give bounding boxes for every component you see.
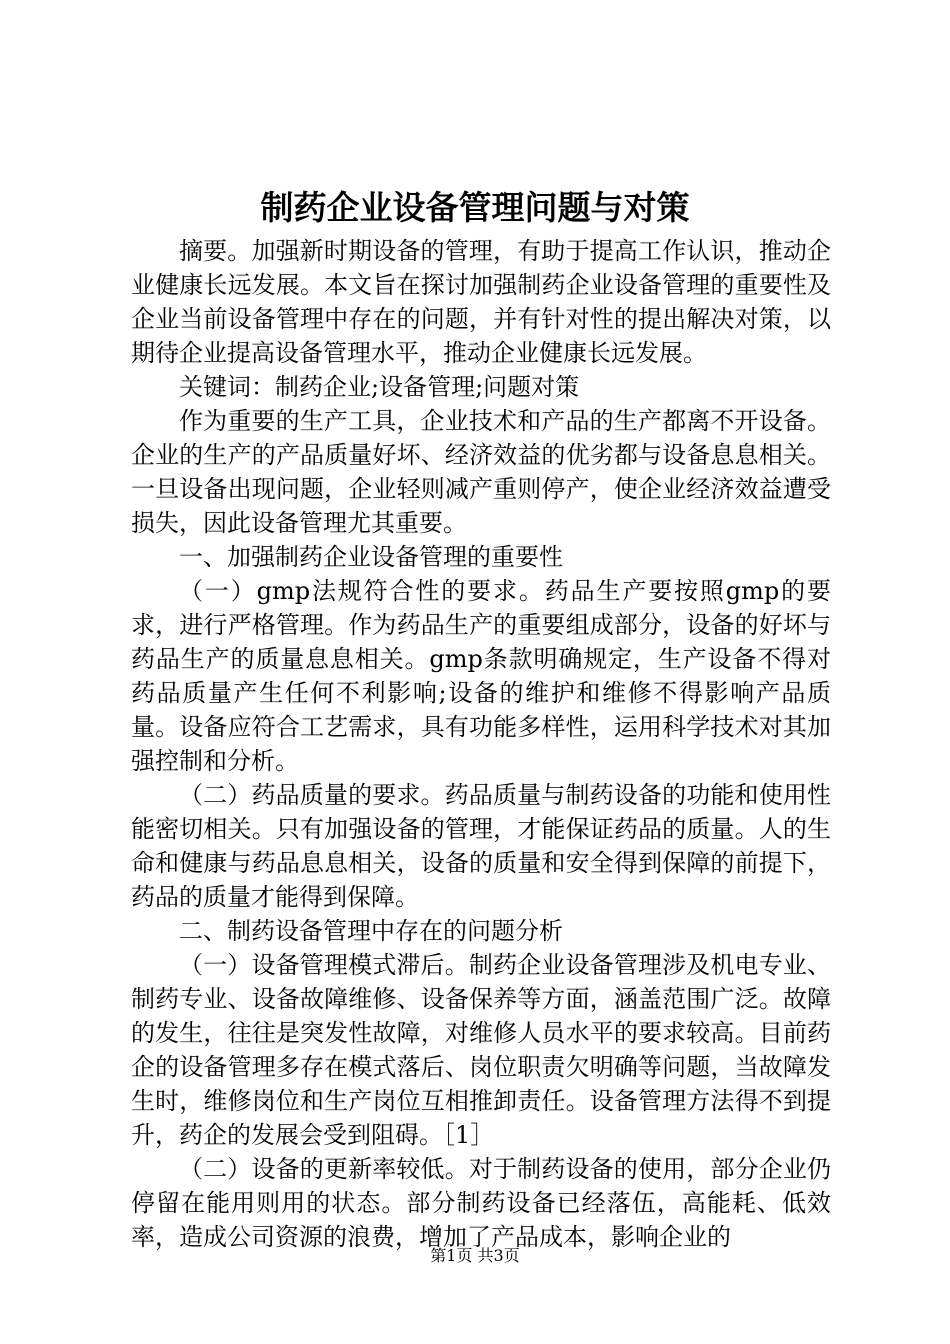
section-1-item-1: （一）gmp法规符合性的要求。药品生产要按照gmp的要求，进行严格管理。作为药品生产的重要组成部分，设备的好坏与药品生产的质量息息相关。gmp条款明确规定，生产设备不得对药品质量产生任何不利影响;设备的维护和维修不得影响产品质量。设备应符合工艺需求，具有功能多样性，运用科学技术对其加强控制和分析。 (131, 577, 831, 775)
section-2-item-2: （二）设备的更新率较低。对于制药设备的使用，部分企业仍停留在能用则用的状态。部分制药设备已经落伍，高能耗、低效率，造成公司资源的浪费，增加了产品成本，影响企业的 (131, 1155, 831, 1251)
page-footer: 第1页 共3页 (430, 1246, 520, 1265)
section-heading-2: 二、制药设备管理中存在的问题分析 (179, 917, 563, 945)
intro-paragraph: 作为重要的生产工具，企业技术和产品的生产都离不开设备。企业的生产的产品质量好坏、经济效益的优劣都与设备息息相关。一旦设备出现问题，企业轻则减产重则停产，使企业经济效益遭受损失，因此设备管理尤其重要。 (131, 407, 831, 537)
section-2-item-1: （一）设备管理模式滞后。制药企业设备管理涉及机电专业、制药专业、设备故障维修、设备保养等方面，涵盖范围广泛。故障的发生，往往是突发性故障，对维修人员水平的要求较高。目前药企的设备管理多存在模式落后、岗位职责欠明确等问题，当故障发生时，维修岗位和生产岗位互相推卸责任。设备管理方法得不到提升，药企的发展会受到阻碍。［1］ (131, 951, 831, 1149)
section-heading-1: 一、加强制药企业设备管理的重要性 (179, 543, 563, 571)
abstract-paragraph: 摘要。加强新时期设备的管理，有助于提高工作认识，推动企业健康长远发展。本文旨在探讨加强制药企业设备管理的重要性及企业当前设备管理中存在的问题，并有针对性的提出解决对策，以期待企业提高设备管理水平，推动企业健康长远发展。 (131, 237, 831, 367)
section-1-item-2: （二）药品质量的要求。药品质量与制药设备的功能和使用性能密切相关。只有加强设备的管理，才能保证药品的质量。人的生命和健康与药品息息相关，设备的质量和安全得到保障的前提下，药品的质量才能得到保障。 (131, 781, 831, 911)
document-body (131, 234, 831, 1254)
keywords-paragraph: 关键词：制药企业;设备管理;问题对策 (179, 373, 580, 401)
document-title: 制药企业设备管理问题与对策 (260, 188, 690, 227)
